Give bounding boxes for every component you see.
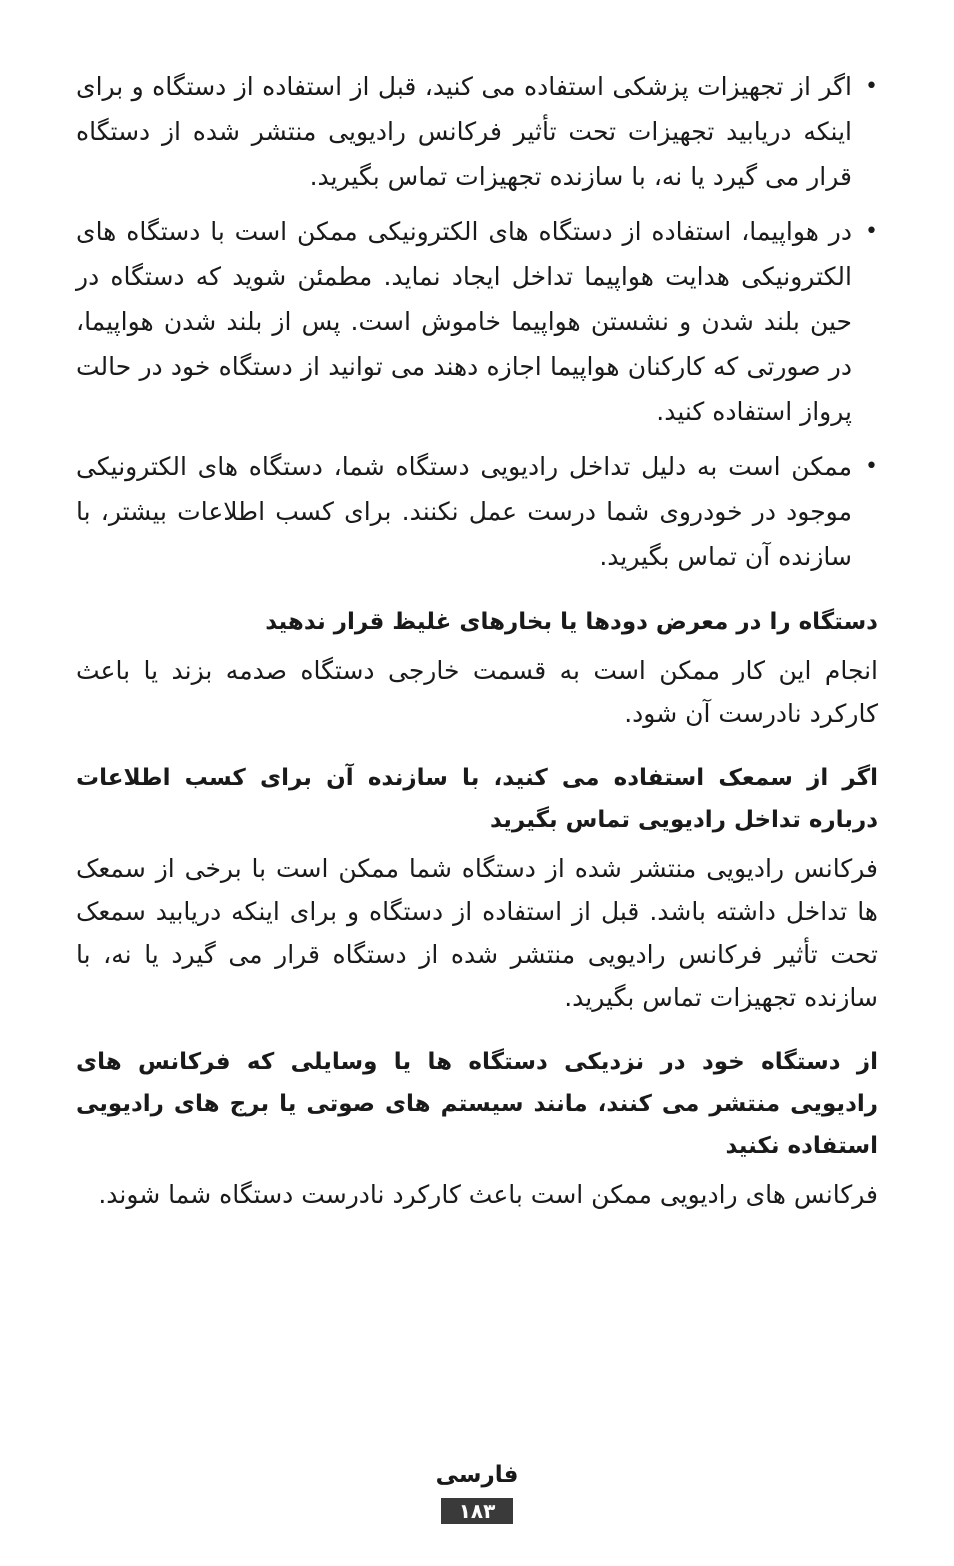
list-item-text: اگر از تجهیزات پزشکی استفاده می کنید، قبل از استفاده از دستگاه و برای اینکه دریابید تجهیزات تحت تأثیر فرکانس رادیویی منتشر شده از دستگاه قرار می گیرد یا نه، با سازنده تجهیزات تماس بگیرید. [76,72,852,191]
list-item-text: در هواپیما، استفاده از دستگاه های الکترونیکی ممکن است با دستگاه های الکترونیکی هدایت هواپیما تداخل ایجاد نماید. مطمئن شوید که دستگاه در حین بلند شدن و نشستن هواپیما خاموش است. پس از بلند شدن هواپیما، در صورتی که کارکنان هواپیما اجازه دهند می توانید از دستگاه خود در حالت پرواز استفاده کنید. [76,217,852,426]
section-body-fumes: انجام این کار ممکن است به قسمت خارجی دستگاه صدمه بزند یا باعث کارکرد نادرست آن شود. [76,656,878,728]
bullet-icon: • [865,74,878,99]
page-content [76,64,878,1226]
page-footer [0,1460,954,1524]
section-heading-fumes: دستگاه را در معرض دودها یا بخارهای غلیظ قرار ندهید [265,609,878,635]
footer-language: فارسی [435,1462,519,1488]
list-item [76,209,878,434]
list-item [76,64,878,199]
page-number: ۱۸۳ [441,1498,514,1524]
section-body-radio-devices: فرکانس های رادیویی ممکن است باعث کارکرد نادرست دستگاه شما شوند. [98,1180,878,1209]
section-body-hearing-aid: فرکانس رادیویی منتشر شده از دستگاه شما ممکن است با برخی از سمعک ها تداخل داشته باشد. قبل از استفاده از دستگاه و برای اینکه دریابید سمعک تحت تأثیر فرکانس رادیویی منتشر شده از دستگاه قرار می گیرد یا نه، با سازنده تجهیزات تماس بگیرید. [76,854,878,1012]
section-heading-hearing-aid: اگر از سمعک استفاده می کنید، با سازنده آن برای کسب اطلاعات درباره تداخل رادیویی تماس بگیرید [76,765,878,833]
section-heading-radio-devices: از دستگاه خود در نزدیکی دستگاه ها یا وسایلی که فرکانس های رادیویی منتشر می کنند، مانند سیستم های صوتی یا برج های رادیویی استفاده نکنید [76,1049,878,1159]
list-item-text: ممکن است به دلیل تداخل رادیویی دستگاه شما، دستگاه های الکترونیکی موجود در خودروی شما درست عمل نکنند. برای کسب اطلاعات بیشتر، با سازنده آن تماس بگیرید. [76,452,852,571]
bullet-icon: • [865,454,878,479]
list-item [76,444,878,579]
bullet-list [76,64,878,579]
bullet-icon: • [865,219,878,244]
